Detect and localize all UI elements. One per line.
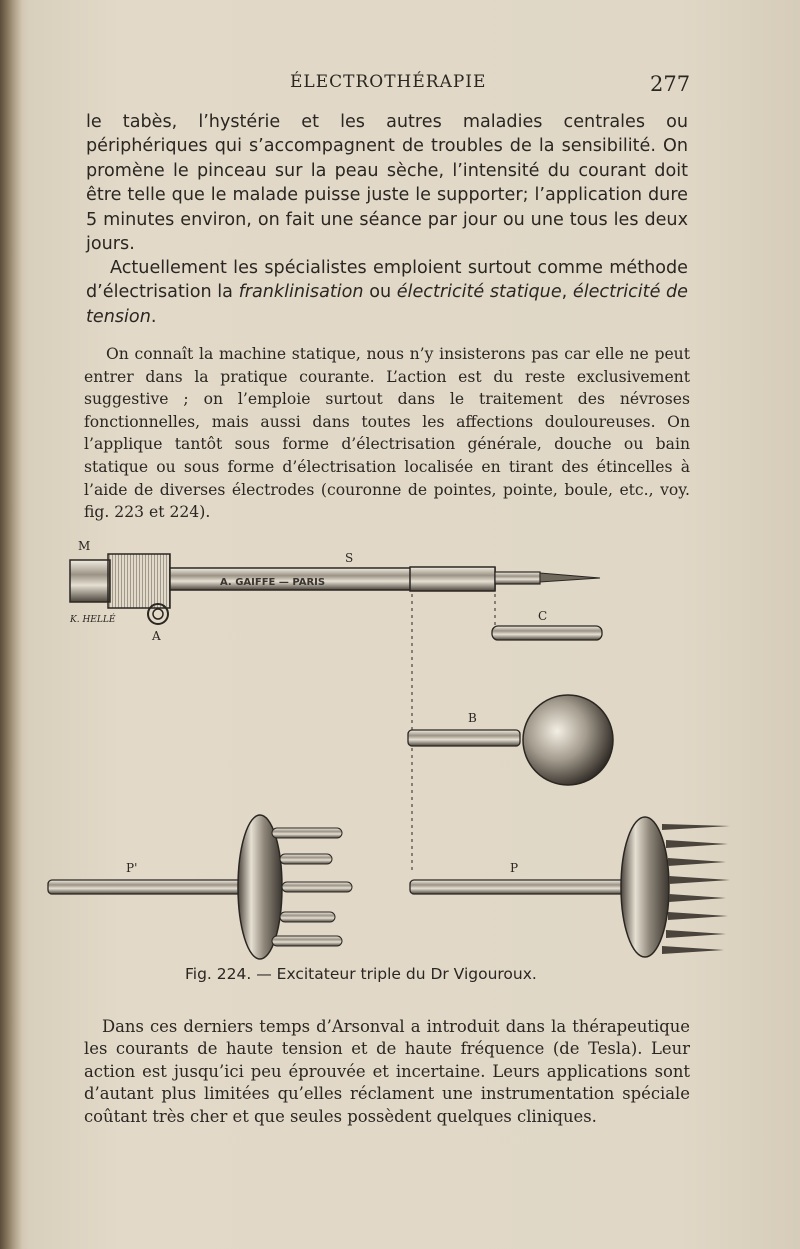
blunt-rod xyxy=(282,882,352,892)
paragraph-3-text: Dans ces derniers temps d’Arsonval a introduit dans la thérapeutique les courants de haute tension et de haute fréquence (de Tesla). Leur action est jusqu’ici peu éprouvée et incertaine. Leurs applications sont d’autant plus limitées qu’elles réclament une instrumentation spéciale coûtant très cher et que seules possèdent quelques cliniques. xyxy=(84,1017,690,1126)
spike xyxy=(666,930,726,938)
needle-point xyxy=(540,573,600,582)
handle-collar xyxy=(108,554,170,608)
spike xyxy=(669,894,726,902)
paragraph-2-emphasis: franklinisation xyxy=(238,282,364,303)
spike xyxy=(669,876,730,884)
paragraph-2-part: . xyxy=(150,306,157,327)
electrode-b-drawing xyxy=(408,695,613,785)
small-print-paragraph xyxy=(84,343,690,524)
paragraph-1 xyxy=(86,110,688,256)
maker-mark: A. GAIFFE — PARIS xyxy=(220,577,326,588)
electrode-b-ball xyxy=(523,695,613,785)
spike xyxy=(668,858,726,866)
paragraph-2-emphasis: électricité statique xyxy=(396,282,562,303)
paragraph-2-part: Actuellement les spécialistes emploient surtout comme méthode d’électrisation la xyxy=(86,258,688,303)
electrode-b-stem xyxy=(408,730,520,746)
ring-a-inner xyxy=(153,609,163,619)
electrode-p-drawing xyxy=(410,817,730,957)
electrode-c-drawing xyxy=(492,609,602,640)
spike xyxy=(666,840,728,848)
handle-tip-rod xyxy=(495,572,540,584)
paragraph-2-emphasis: électricité de tension xyxy=(86,282,688,327)
label-c: C xyxy=(538,609,548,623)
small-print-text: On connaît la machine statique, nous n’y insisterons pas car elle ne peut entrer dans la pratique courante. L’action est du reste exclusivement suggestive ; on l’emploie surtout dans le traitement des névroses fonctionnelles, mais aussi dans toutes les affections douloureuses. On l’applique tantôt sous forme d’électrisation générale, douche ou bain statique ou sous forme d’électrisation localisée en tirant des étincelles à l’aide de diverses électrodes (couronne de pointes, pointe, boule, etc., voy. fig. 223 et 224). xyxy=(84,345,690,522)
blunt-rod xyxy=(280,912,335,922)
paragraph-3 xyxy=(84,1016,690,1128)
label-s: S xyxy=(345,551,354,565)
paragraph-2-part: ou xyxy=(363,282,397,303)
label-a: A xyxy=(152,629,161,643)
handle-hex-nut xyxy=(70,560,110,602)
label-m: M xyxy=(78,539,91,553)
paragraph-1-text: le tabès, l’hystérie et les autres maladies centrales ou périphériques qui s’accompagnent de troubles de la sensibilité. On promène le pinceau sur la peau sèche, l’intensité du courant doit être telle que le malade puisse juste le supporter; l’application dure 5 minutes environ, on fait une séance par jour ou une tous les deux jours. xyxy=(86,112,688,255)
figure-caption: Fig. 224. — Excitateur triple du Dr Vigouroux. xyxy=(185,965,537,983)
label-p-prime: P' xyxy=(126,861,138,875)
spike xyxy=(668,912,728,920)
blunt-rod xyxy=(272,828,342,838)
electrode-p-stem xyxy=(410,880,635,894)
engraver-signature: K. HELLÉ xyxy=(70,615,116,625)
electrode-p-prime-drawing xyxy=(48,815,352,959)
paragraph-2-part: , xyxy=(561,282,573,303)
paragraph-2 xyxy=(86,256,688,329)
page-binding-edge xyxy=(0,0,22,1249)
spike xyxy=(662,824,730,830)
electrode-p-prime-stem xyxy=(48,880,253,894)
figure-excitateur-illustration xyxy=(40,532,740,972)
paragraph-2-text xyxy=(86,256,688,329)
label-b: B xyxy=(468,711,477,725)
spike xyxy=(662,946,724,954)
blunt-rod xyxy=(280,854,332,864)
electrode-c-tube xyxy=(492,626,602,640)
blunt-rod xyxy=(272,936,342,946)
page-number: 277 xyxy=(650,72,691,96)
electrode-p-disc xyxy=(621,817,669,957)
running-head: ÉLECTROTHÉRAPIE xyxy=(290,72,487,92)
handle-socket xyxy=(410,567,495,591)
label-p: P xyxy=(510,861,519,875)
